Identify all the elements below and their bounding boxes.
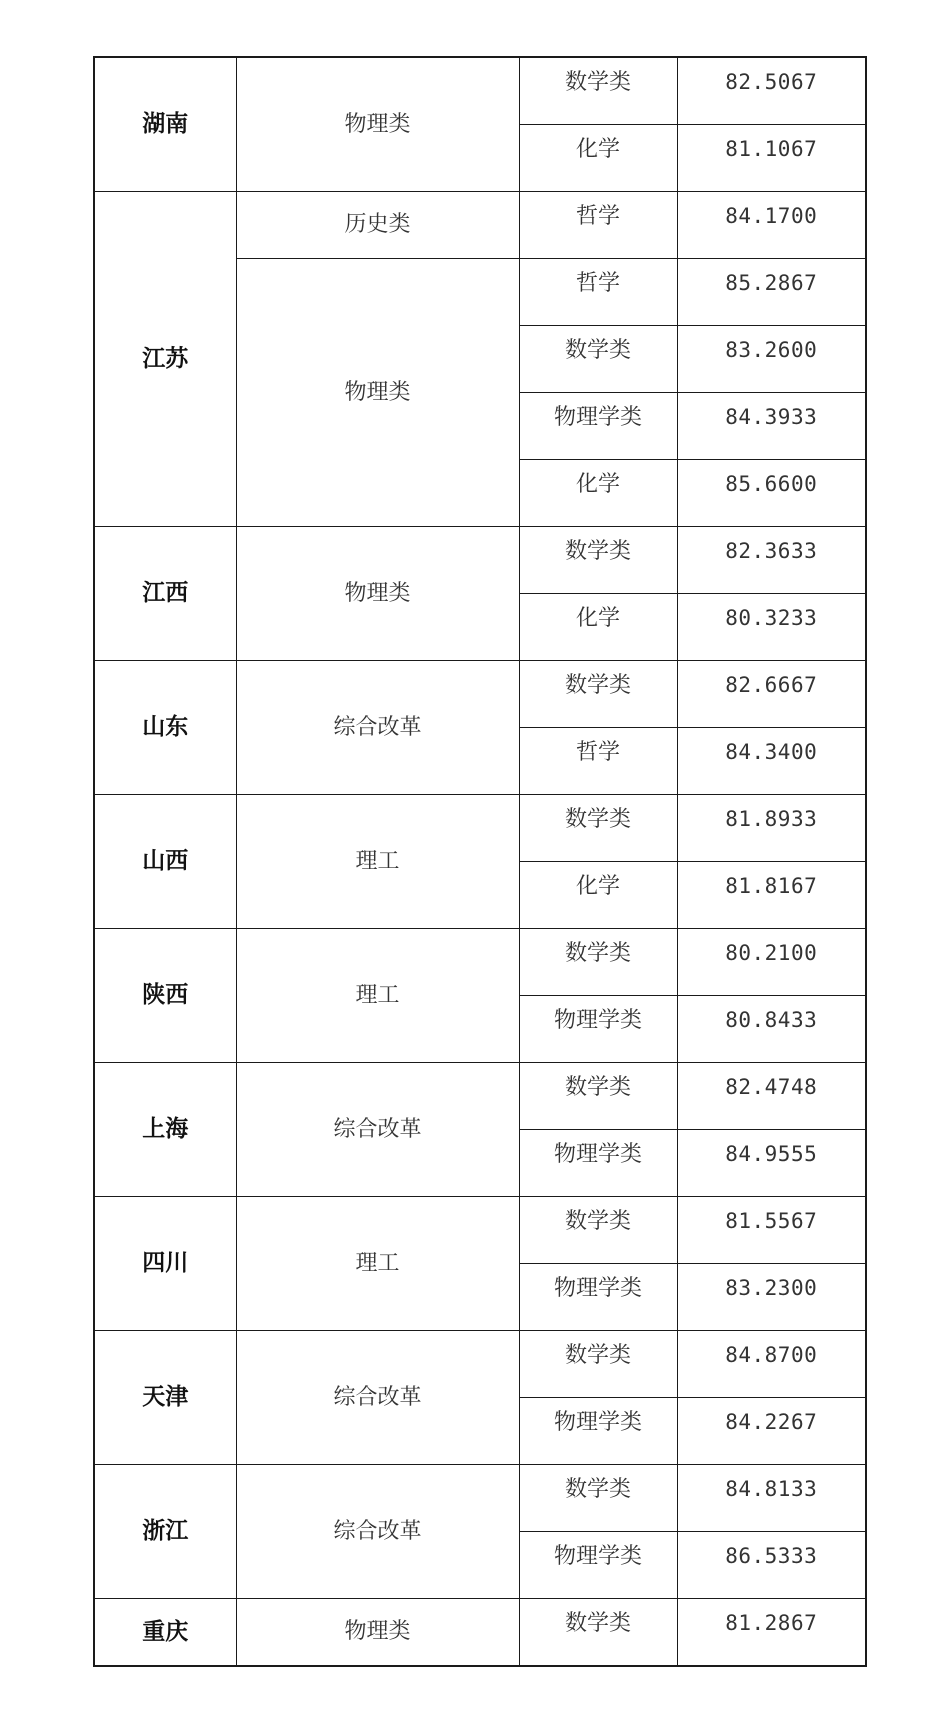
category-cell: 历史类 [236,192,519,259]
score-cell: 82.4748 [677,1063,866,1130]
table-row [94,661,866,728]
score-cell: 81.1067 [677,125,866,192]
score-table [93,56,867,1667]
score-cell: 84.1700 [677,192,866,259]
major-cell: 物理学类 [519,1264,677,1331]
table-row [94,1599,866,1667]
table-row [94,57,866,125]
score-cell: 82.5067 [677,57,866,125]
province-cell: 湖南 [94,57,236,192]
province-cell: 重庆 [94,1599,236,1667]
table-row [94,192,866,259]
score-cell: 84.3933 [677,393,866,460]
major-cell: 数学类 [519,1063,677,1130]
score-cell: 81.8167 [677,862,866,929]
major-cell: 数学类 [519,1331,677,1398]
score-cell: 80.8433 [677,996,866,1063]
major-cell: 化学 [519,460,677,527]
score-cell: 81.2867 [677,1599,866,1667]
score-cell: 84.8133 [677,1465,866,1532]
major-cell: 物理学类 [519,1130,677,1197]
score-cell: 84.3400 [677,728,866,795]
province-cell: 山东 [94,661,236,795]
table-row [94,795,866,862]
major-cell: 物理学类 [519,996,677,1063]
category-cell: 物理类 [236,527,519,661]
score-cell: 86.5333 [677,1532,866,1599]
major-cell: 数学类 [519,1197,677,1264]
score-cell: 82.6667 [677,661,866,728]
province-cell: 上海 [94,1063,236,1197]
province-cell: 江苏 [94,192,236,527]
category-cell: 综合改革 [236,1063,519,1197]
score-cell: 82.3633 [677,527,866,594]
province-cell: 四川 [94,1197,236,1331]
province-cell: 浙江 [94,1465,236,1599]
major-cell: 数学类 [519,1599,677,1667]
category-cell: 理工 [236,929,519,1063]
category-cell: 物理类 [236,1599,519,1667]
table-row [94,1331,866,1398]
category-cell: 综合改革 [236,1331,519,1465]
major-cell: 化学 [519,862,677,929]
major-cell: 化学 [519,125,677,192]
province-cell: 陕西 [94,929,236,1063]
category-cell: 综合改革 [236,661,519,795]
score-cell: 85.6600 [677,460,866,527]
score-cell: 80.3233 [677,594,866,661]
major-cell: 数学类 [519,527,677,594]
table-row [94,1465,866,1532]
score-cell: 83.2300 [677,1264,866,1331]
major-cell: 数学类 [519,57,677,125]
table-row [94,1197,866,1264]
score-cell: 84.8700 [677,1331,866,1398]
table-row [94,929,866,996]
table-row [94,527,866,594]
table-row [94,1063,866,1130]
score-cell: 84.2267 [677,1398,866,1465]
major-cell: 化学 [519,594,677,661]
major-cell: 数学类 [519,929,677,996]
score-cell: 80.2100 [677,929,866,996]
category-cell: 综合改革 [236,1465,519,1599]
province-cell: 江西 [94,527,236,661]
score-cell: 84.9555 [677,1130,866,1197]
major-cell: 数学类 [519,795,677,862]
major-cell: 物理学类 [519,1532,677,1599]
category-cell: 理工 [236,1197,519,1331]
score-cell: 83.2600 [677,326,866,393]
major-cell: 哲学 [519,192,677,259]
score-cell: 81.5567 [677,1197,866,1264]
score-cell: 81.8933 [677,795,866,862]
major-cell: 哲学 [519,728,677,795]
province-cell: 天津 [94,1331,236,1465]
score-cell: 85.2867 [677,259,866,326]
category-cell: 理工 [236,795,519,929]
major-cell: 数学类 [519,661,677,728]
major-cell: 数学类 [519,1465,677,1532]
category-cell: 物理类 [236,259,519,527]
category-cell: 物理类 [236,57,519,192]
major-cell: 数学类 [519,326,677,393]
major-cell: 物理学类 [519,393,677,460]
province-cell: 山西 [94,795,236,929]
major-cell: 哲学 [519,259,677,326]
major-cell: 物理学类 [519,1398,677,1465]
